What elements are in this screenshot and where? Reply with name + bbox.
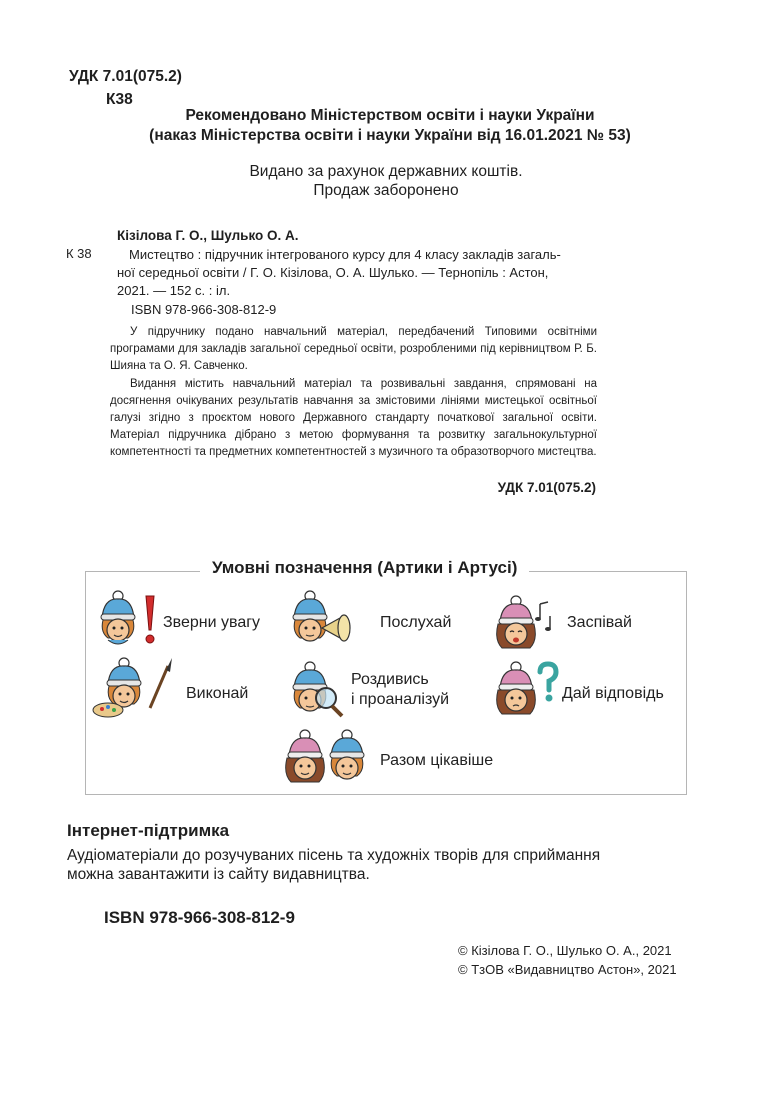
recommendation-line-1: Рекомендовано Міністерством освіти і науки України xyxy=(185,107,595,124)
biblio-line-2: ної середньої освіти / Г. О. Кізілова, О. А. Шулько. — Тернопіль : Астон, xyxy=(117,265,549,280)
biblio-line-3: 2021. — 152 с. : іл. xyxy=(117,283,231,298)
annotation-paragraph-2: Видання містить навчальний матеріал та розвивальні завдання, спрямовані на досягнення очікуваних результатів навчання за змістовими лініями мистецької освітньої галузі згідно з проєктом нового Державного стандарту початкової загальної освіти. Матеріал підручника дібрано з метою формування та розвитку загальнокультурної компетентності та предметних компетентностей з музичного та образотворчого мистецтва. xyxy=(110,377,597,459)
legend-label-sing: Заспівай xyxy=(567,614,632,631)
biblio-line-1: Мистецтво : підручник інтегрованого курсу для 4 класу закладів загаль- xyxy=(129,247,561,262)
boy-and-girl-icon xyxy=(283,728,377,786)
legend-label-attention: Зверни увагу xyxy=(163,614,261,631)
legend-label-examine xyxy=(351,670,449,710)
catalog-isbn: ISBN 978-966-308-812-9 xyxy=(131,302,277,317)
legend-label-together: Разом цікавіше xyxy=(380,752,494,769)
legend-label-answer: Дай відповідь xyxy=(562,685,664,702)
boy-magnifier-icon xyxy=(282,660,348,718)
legend-label-examine-line-1: Роздивись xyxy=(351,671,429,688)
legend-title: Умовні позначення (Артики і Артусі) xyxy=(200,558,529,578)
bibliographic-description xyxy=(117,246,610,300)
girl-singing-icon xyxy=(494,594,562,650)
author-sign-top: К38 xyxy=(106,91,133,108)
isbn-main: ISBN 978-966-308-812-9 xyxy=(104,908,295,927)
catalog-code: К 38 xyxy=(66,246,92,261)
internet-support-title: Інтернет-підтримка xyxy=(67,821,230,840)
copyright-authors: © Кізілова Г. О., Шулько О. А., 2021 xyxy=(458,943,672,958)
publication-note-line-1: Видано за рахунок державних коштів. xyxy=(249,163,523,180)
recommendation-block xyxy=(110,106,670,146)
udk-code-bottom: УДК 7.01(075.2) xyxy=(497,480,596,495)
legend-label-listen: Послухай xyxy=(380,614,452,631)
copyright-block xyxy=(458,941,677,979)
recommendation-line-2: (наказ Міністерства освіти і науки України від 16.01.2021 № 53) xyxy=(149,127,631,144)
publication-note-line-2: Продаж заборонено xyxy=(313,182,459,199)
annotation xyxy=(110,324,597,462)
internet-support-line-2: можна завантажити із сайту видавництва. xyxy=(67,866,370,883)
boy-exclamation-icon xyxy=(94,588,162,648)
boy-painting-icon xyxy=(92,656,176,718)
legend-label-examine-line-2: і проаналізуй xyxy=(351,691,450,708)
boy-listening-icon xyxy=(288,588,358,648)
legend-label-do: Виконай xyxy=(186,685,249,702)
internet-support-text xyxy=(67,846,627,884)
catalog-authors: Кізілова Г. О., Шулько О. А. xyxy=(117,228,299,243)
internet-support-line-1: Аудіоматеріали до розучуваних пісень та художніх творів для сприймання xyxy=(67,847,601,864)
copyright-publisher: © ТзОВ «Видавництво Астон», 2021 xyxy=(458,962,677,977)
annotation-paragraph-1: У підручнику подано навчальний матеріал, передбачений Типовими освітніми програмами для закладів загальної середньої освіти, розробленими під керівництвом Р. Б. Шияна та О. Я. Савченко. xyxy=(110,326,597,373)
girl-question-icon xyxy=(494,660,560,718)
udk-code-top: УДК 7.01(075.2) xyxy=(69,68,182,85)
publication-note xyxy=(200,162,572,200)
